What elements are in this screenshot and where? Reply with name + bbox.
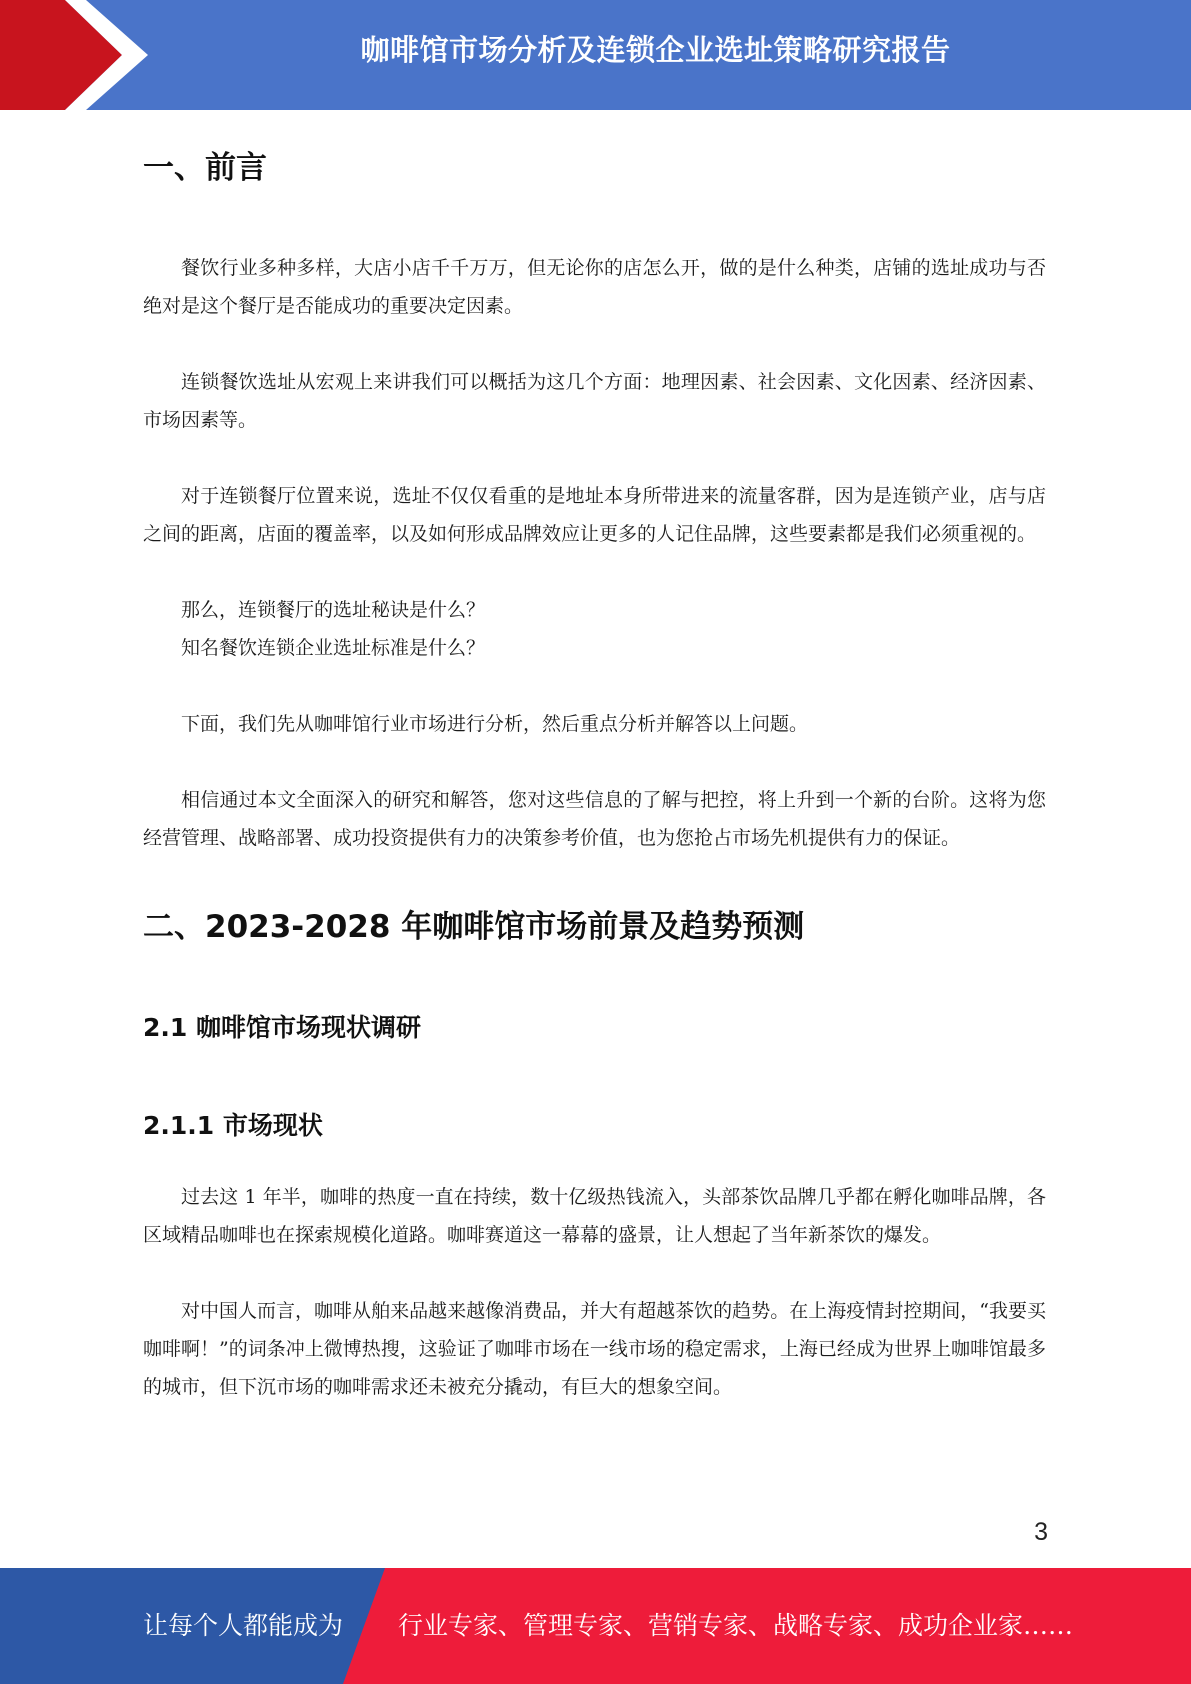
subsubsection-heading: 2.1.1 市场现状 [143, 1111, 323, 1140]
section-heading-forecast: 二、2023-2028 年咖啡馆市场前景及趋势预测 [143, 909, 805, 945]
footer-slogan-right: 行业专家、管理专家、营销专家、战略专家、成功企业家…… [398, 1611, 1074, 1640]
report-title: 咖啡馆市场分析及连锁企业选址策略研究报告 [360, 33, 951, 67]
question-line: 那么，连锁餐厅的选址秘诀是什么？ [181, 599, 486, 621]
paragraph: 过去这 1 年半，咖啡的热度一直在持续，数十亿级热钱流入，头部茶饮品牌几乎都在孵化咖啡品牌，各区域精品咖啡也在探索规模化道路。咖啡赛道这一幕幕的盛景，让人想起了当年新茶饮的爆发。 [143, 1186, 1046, 1246]
paragraph: 相信通过本文全面深入的研究和解答，您对这些信息的了解与把控，将上升到一个新的台阶。这将为您经营管理、战略部署、成功投资提供有力的决策参考价值，也为您抢占市场先机提供有力的保证。 [143, 789, 1046, 849]
section-heading-preface: 一、前言 [143, 150, 267, 186]
page-content [143, 132, 1046, 1406]
paragraph: 餐饮行业多种多样，大店小店千千万万，但无论你的店怎么开，做的是什么种类，店铺的选址成功与否绝对是这个餐厅是否能成功的重要决定因素。 [143, 257, 1046, 317]
paragraph: 对于连锁餐厅位置来说，选址不仅仅看重的是地址本身所带进来的流量客群，因为是连锁产业，店与店之间的距离，店面的覆盖率，以及如何形成品牌效应让更多的人记住品牌，这些要素都是我们必须重视的。 [143, 485, 1046, 545]
paragraph: 连锁餐饮选址从宏观上来讲我们可以概括为这几个方面：地理因素、社会因素、文化因素、经济因素、市场因素等。 [143, 371, 1046, 431]
paragraph: 对中国人而言，咖啡从舶来品越来越像消费品，并大有超越茶饮的趋势。在上海疫情封控期间，“我要买咖啡啊！”的词条冲上微博热搜，这验证了咖啡市场在一线市场的稳定需求，上海已经成为世界上咖啡馆最多的城市，但下沉市场的咖啡需求还未被充分撬动，有巨大的想象空间。 [143, 1300, 1046, 1398]
footer-slogan-left: 让每个人都能成为 [143, 1611, 344, 1640]
subsection-heading: 2.1 咖啡馆市场现状调研 [143, 1013, 421, 1042]
page-number: 3 [1034, 1518, 1048, 1546]
question-line: 知名餐饮连锁企业选址标准是什么？ [181, 637, 486, 659]
page-header [0, 0, 1191, 110]
page-footer [0, 1568, 1191, 1684]
paragraph: 下面，我们先从咖啡馆行业市场进行分析，然后重点分析并解答以上问题。 [181, 713, 809, 735]
header-chevron-decor [0, 0, 160, 110]
